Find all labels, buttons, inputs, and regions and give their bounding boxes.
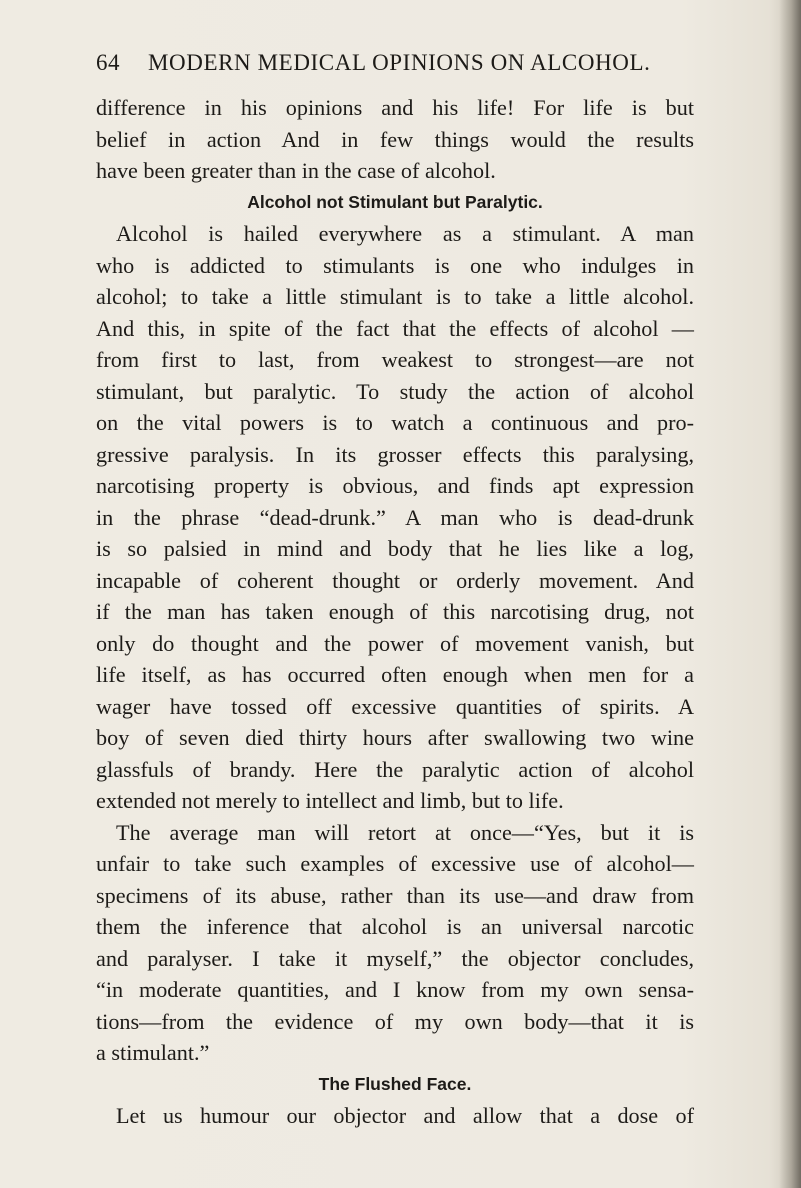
text-line: from first to last, from weakest to strongest—are not <box>96 347 694 372</box>
section-heading: The Flushed Face. <box>318 1073 472 1094</box>
text-line: wager have tossed off excessive quantities of spirits. A <box>96 693 694 719</box>
text-line: a stimulant.” <box>96 1040 210 1065</box>
text-line: only do thought and the power of movement vanish, but <box>96 630 694 656</box>
text-line: unfair to take such examples of excessive use of alcohol— <box>96 851 694 876</box>
text-line: boy of seven died thirty hours after swallowing two wine <box>96 725 694 750</box>
text-line: stimulant, but paralytic. To study the action of alcohol <box>96 378 694 404</box>
text-line: who is addicted to stimulants is one who indulges in <box>96 252 694 278</box>
text-line: The average man will retort at once—“Yes, but it is <box>116 819 694 845</box>
running-title: MODERN MEDICAL OPINIONS ON ALCOHOL. <box>148 50 651 75</box>
text-line: and paralyser. I take it myself,” the objector concludes, <box>96 945 694 971</box>
text-line: narcotising property is obvious, and finds apt expression <box>96 473 694 498</box>
text-line: “in moderate quantities, and I know from my own sensa- <box>96 977 694 1002</box>
page-number: 64 <box>96 50 120 75</box>
text-line: in the phrase “dead-drunk.” A man who is dead-drunk <box>96 504 694 530</box>
text-line: extended not merely to intellect and limb, but to life. <box>96 788 564 813</box>
text-line: Let us humour our objector and allow that a dose of <box>116 1103 694 1128</box>
text-line: if the man has taken enough of this narcotising drug, not <box>96 599 694 624</box>
text-line: have been greater than in the case of alcohol. <box>96 158 496 183</box>
body-text <box>96 92 694 1132</box>
page-gutter-shadow <box>779 0 801 1188</box>
text-line: And this, in spite of the fact that the effects of alcohol — <box>96 315 694 341</box>
text-line: gressive paralysis. In its grosser effects this paralysing, <box>96 441 694 467</box>
text-line: difference in his opinions and his life! For life is but <box>96 95 694 120</box>
text-line: alcohol; to take a little stimulant is to take a little alcohol. <box>96 284 694 309</box>
text-line: tions—from the evidence of my own body—that it is <box>96 1008 694 1034</box>
text-line: glassfuls of brandy. Here the paralytic action of alcohol <box>96 756 694 782</box>
text-line: them the inference that alcohol is an universal narcotic <box>96 914 694 939</box>
text-line: belief in action And in few things would the results <box>96 126 694 152</box>
text-line: life itself, as has occurred often enough when men for a <box>96 662 694 687</box>
section-heading: Alcohol not Stimulant but Paralytic. <box>247 191 543 212</box>
text-line: incapable of coherent thought or orderly movement. And <box>96 567 694 593</box>
text-line: on the vital powers is to watch a continuous and pro- <box>96 410 694 435</box>
text-line: Alcohol is hailed everywhere as a stimulant. A man <box>116 221 694 246</box>
text-line: specimens of its abuse, rather than its use—and draw from <box>96 882 694 908</box>
text-line: is so palsied in mind and body that he lies like a log, <box>96 536 694 561</box>
running-header <box>96 50 696 76</box>
